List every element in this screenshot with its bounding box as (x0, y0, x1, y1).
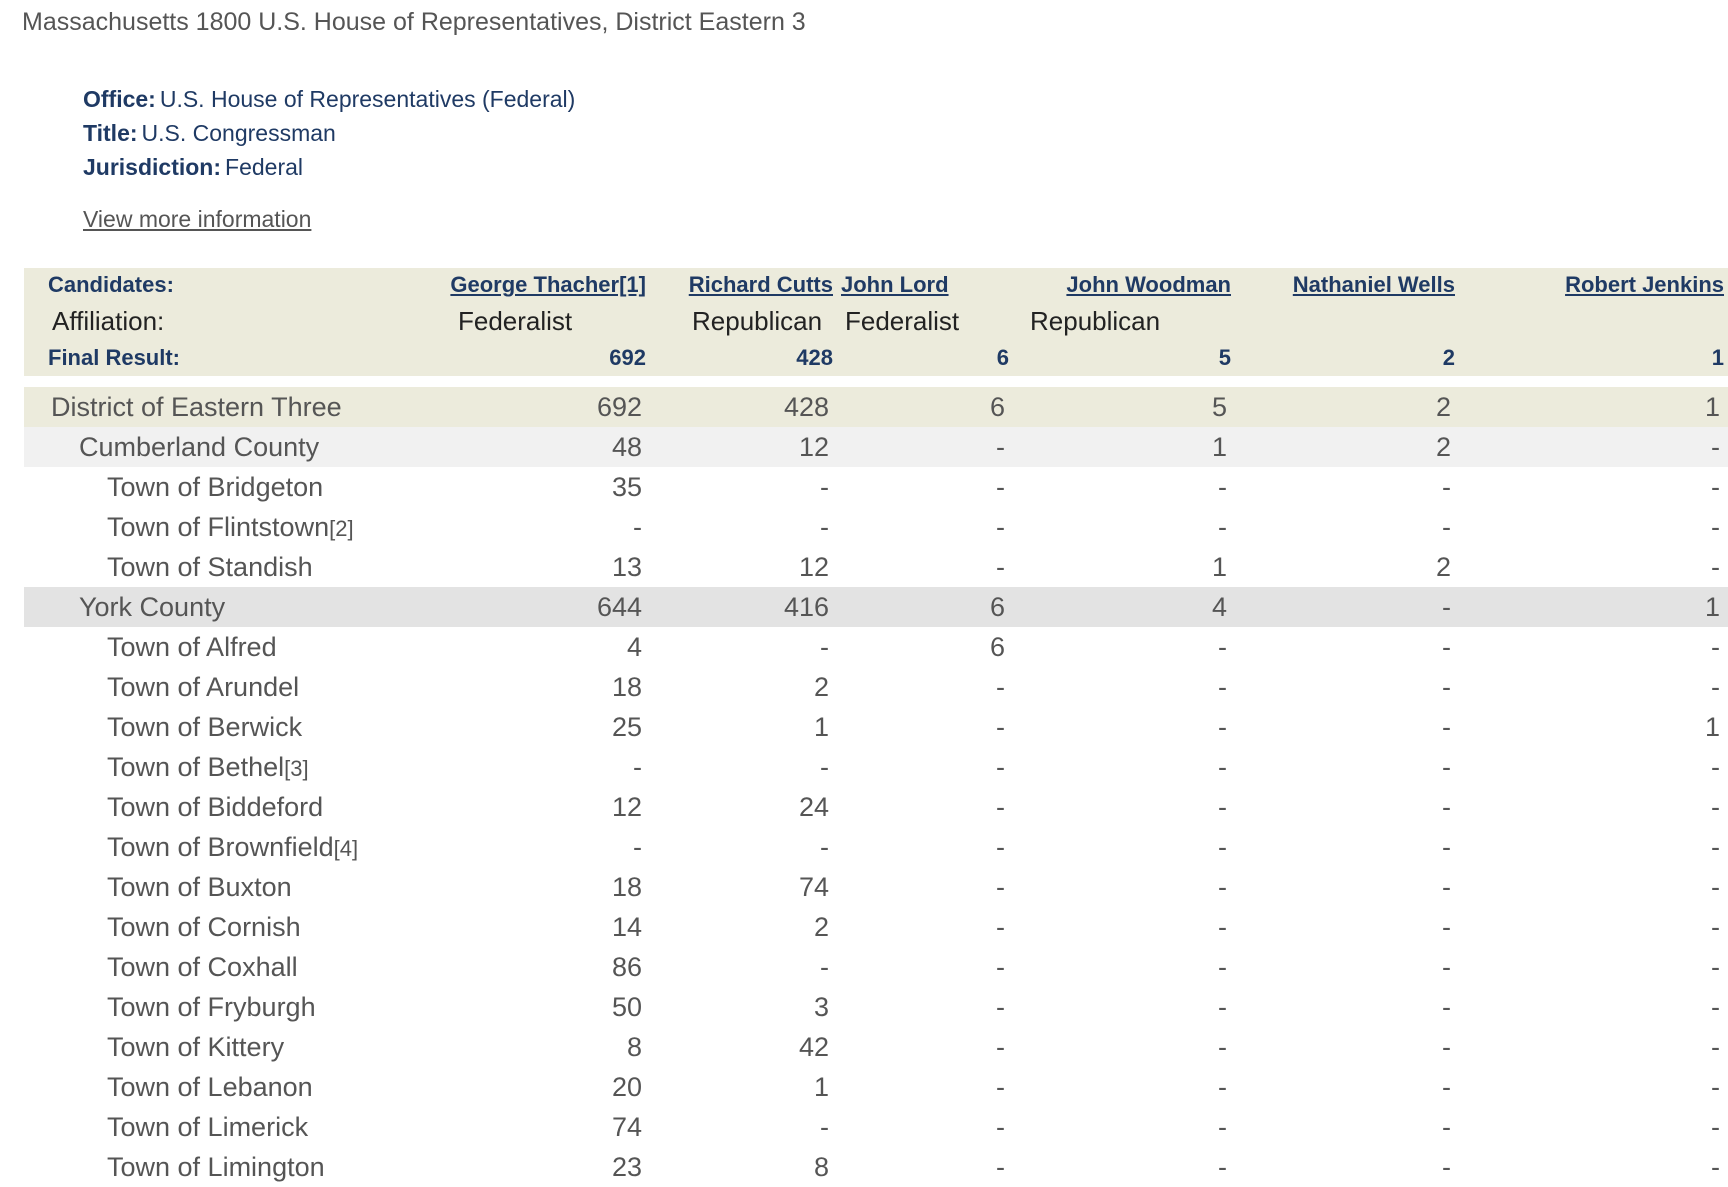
jurisdiction-value: Federal (225, 154, 303, 180)
final-result-value: 692 (428, 340, 650, 376)
vote-count: - (1442, 711, 1451, 742)
town-row (24, 1027, 1728, 1067)
area-name-text: Town of Standish (107, 551, 313, 582)
affiliation-cell: Federalist (428, 302, 650, 340)
area-name (24, 467, 428, 507)
town-row (24, 787, 1728, 827)
vote-count: - (820, 511, 829, 542)
area-name (24, 1027, 428, 1067)
town-row (24, 827, 1728, 867)
vote-count: - (1442, 991, 1451, 1022)
vote-count: - (1442, 631, 1451, 662)
vote-count: 1 (1013, 427, 1235, 467)
vote-count: - (996, 911, 1005, 942)
town-row (24, 547, 1728, 587)
vote-count: 1 (813, 711, 829, 742)
vote-count: - (1711, 631, 1720, 662)
affiliation-cell: Republican (650, 302, 837, 340)
vote-count: 6 (837, 387, 1013, 427)
area-name (24, 867, 428, 907)
vote-count: 6 (837, 587, 1013, 627)
town-row (24, 1147, 1728, 1187)
area-name-text: Town of Arundel (107, 671, 300, 702)
vote-count: 12 (798, 551, 829, 582)
office-value: U.S. House of Representatives (Federal) (159, 86, 576, 112)
area-name-text: Cumberland County (79, 431, 320, 462)
office-row (83, 84, 575, 118)
page-title: Massachusetts 1800 U.S. House of Representatives, District Eastern 3 (22, 8, 806, 36)
vote-count: - (996, 511, 1005, 542)
vote-count: - (633, 511, 642, 542)
town-row (24, 1107, 1728, 1147)
area-name (24, 387, 428, 427)
vote-count: 2 (813, 911, 829, 942)
area-name-text: Town of Cornish (107, 911, 301, 942)
vote-count: 5 (1013, 387, 1235, 427)
vote-count: - (1711, 1031, 1720, 1062)
title-value: U.S. Congressman (141, 120, 336, 146)
vote-count: - (1442, 951, 1451, 982)
candidate-cell (650, 268, 837, 302)
area-name-text: Town of Bethel (107, 751, 285, 782)
vote-count: - (1711, 751, 1720, 782)
footnote-marker: [4] (333, 835, 359, 861)
town-row (24, 507, 1728, 547)
vote-count: 25 (611, 711, 642, 742)
vote-count: 48 (428, 427, 650, 467)
final-result-value: 2 (1235, 340, 1459, 376)
candidate-cell (1235, 268, 1459, 302)
candidate-cell (428, 268, 650, 302)
vote-count: 1 (1459, 587, 1728, 627)
final-result-value: 1 (1459, 340, 1728, 376)
area-name (24, 907, 428, 947)
town-row (24, 707, 1728, 747)
area-name (24, 1107, 428, 1147)
vote-count: - (837, 427, 1013, 467)
vote-count: 18 (611, 871, 642, 902)
vote-count: 416 (650, 587, 837, 627)
vote-count: 23 (611, 1151, 642, 1182)
affiliation-label: Affiliation: (24, 302, 428, 340)
vote-count: 1 (813, 1071, 829, 1102)
vote-count: 42 (798, 1031, 829, 1062)
vote-count: 18 (611, 671, 642, 702)
affiliation-cell (1235, 302, 1459, 340)
final-result-row (24, 340, 1728, 376)
area-name-text: Town of Coxhall (107, 951, 298, 982)
area-name-text: Town of Bridgeton (107, 471, 324, 502)
vote-count: - (1218, 1151, 1227, 1182)
vote-count: 20 (611, 1071, 642, 1102)
vote-count: - (996, 711, 1005, 742)
vote-count: 6 (989, 631, 1005, 662)
vote-count: 2 (813, 671, 829, 702)
affiliation-header-row (24, 302, 1728, 340)
vote-count: - (996, 1071, 1005, 1102)
vote-count: - (1218, 871, 1227, 902)
title-row (83, 118, 575, 152)
vote-count: 1 (1704, 711, 1720, 742)
area-name (24, 1067, 428, 1107)
area-name-text: Town of Berwick (107, 711, 303, 742)
affiliation-cell (1459, 302, 1728, 340)
area-name (24, 747, 428, 787)
area-name (24, 587, 428, 627)
vote-count: - (996, 1151, 1005, 1182)
vote-count: 50 (611, 991, 642, 1022)
area-name-text: Town of Lebanon (107, 1071, 313, 1102)
vote-count: - (996, 551, 1005, 582)
vote-count: - (996, 831, 1005, 862)
town-row (24, 907, 1728, 947)
vote-count: - (1442, 1071, 1451, 1102)
area-name (24, 667, 428, 707)
vote-count: - (996, 1031, 1005, 1062)
spacer-row (24, 376, 1728, 387)
vote-count: - (1218, 1111, 1227, 1142)
title-label: Title: (83, 120, 138, 146)
vote-count: - (1218, 631, 1227, 662)
final-result-value: 6 (837, 340, 1013, 376)
final-result-value: 5 (1013, 340, 1235, 376)
area-name (24, 827, 428, 867)
vote-count: - (996, 671, 1005, 702)
vote-count: - (1711, 1151, 1720, 1182)
vote-count: - (820, 831, 829, 862)
spacer-cell (24, 376, 1728, 387)
footnote-marker: [3] (284, 755, 309, 781)
vote-count: 8 (813, 1151, 829, 1182)
area-name-text: Town of Limerick (107, 1111, 309, 1142)
area-name (24, 987, 428, 1027)
vote-count: 1 (1459, 387, 1728, 427)
town-row (24, 867, 1728, 907)
office-label: Office: (83, 86, 156, 112)
area-name (24, 627, 428, 667)
vote-count: 4 (626, 631, 642, 662)
vote-count: - (1218, 671, 1227, 702)
area-name (24, 507, 428, 547)
vote-count: - (1711, 671, 1720, 702)
vote-count: - (1235, 587, 1459, 627)
jurisdiction-label: Jurisdiction: (83, 154, 222, 180)
vote-count: - (1442, 1111, 1451, 1142)
town-row (24, 947, 1728, 987)
candidates-header-row (24, 268, 1728, 302)
vote-count: - (1711, 1071, 1720, 1102)
candidate-cell (837, 268, 1013, 302)
town-row (24, 627, 1728, 667)
vote-count: - (820, 1111, 829, 1142)
candidate-link-robert-jenkins[interactable]: Robert Jenkins (1565, 272, 1724, 297)
vote-count: - (1218, 1071, 1227, 1102)
vote-count: 86 (611, 951, 642, 982)
vote-count: - (1711, 1111, 1720, 1142)
vote-count: - (820, 631, 829, 662)
area-name (24, 547, 428, 587)
vote-count: 24 (798, 791, 829, 822)
vote-count: - (1218, 911, 1227, 942)
county-row (24, 587, 1728, 627)
area-name-text: York County (79, 591, 226, 622)
area-name-text: District of Eastern Three (51, 391, 342, 422)
vote-count: - (1711, 511, 1720, 542)
vote-count: - (1711, 791, 1720, 822)
vote-count: 35 (611, 471, 642, 502)
vote-count: 644 (428, 587, 650, 627)
vote-count: - (996, 991, 1005, 1022)
vote-count: - (1711, 911, 1720, 942)
vote-count: - (1442, 471, 1451, 502)
jurisdiction-row (83, 152, 575, 186)
affiliation-cell: Republican (1013, 302, 1235, 340)
town-row (24, 667, 1728, 707)
vote-count: - (1218, 511, 1227, 542)
vote-count: - (996, 1111, 1005, 1142)
area-name (24, 947, 428, 987)
vote-count: 2 (1235, 387, 1459, 427)
vote-count: - (996, 471, 1005, 502)
candidate-link-john-lord[interactable]: John Lord (841, 272, 949, 297)
vote-count: - (1218, 951, 1227, 982)
vote-count: - (1711, 831, 1720, 862)
vote-count: - (1442, 791, 1451, 822)
vote-count: - (1442, 911, 1451, 942)
vote-count: - (1218, 831, 1227, 862)
vote-count: - (1442, 1031, 1451, 1062)
view-more-information-link[interactable]: View more information (83, 206, 312, 232)
candidate-cell (1459, 268, 1728, 302)
vote-count: 12 (650, 427, 837, 467)
vote-count: - (633, 831, 642, 862)
candidate-link-nathaniel-wells[interactable]: Nathaniel Wells (1292, 272, 1455, 297)
vote-count: 4 (1013, 587, 1235, 627)
vote-count: - (820, 751, 829, 782)
vote-count: 8 (626, 1031, 642, 1062)
vote-count: - (1442, 511, 1451, 542)
results-table (24, 268, 1728, 1187)
town-row (24, 747, 1728, 787)
candidate-link-richard-cutts[interactable]: Richard Cutts (688, 272, 833, 297)
vote-count: 2 (1435, 551, 1451, 582)
vote-count: - (1218, 471, 1227, 502)
district-row (24, 387, 1728, 427)
vote-count: 428 (650, 387, 837, 427)
vote-count: 12 (611, 791, 642, 822)
vote-count: - (1442, 751, 1451, 782)
area-name (24, 1147, 428, 1187)
vote-count: - (1218, 711, 1227, 742)
vote-count: - (1711, 991, 1720, 1022)
vote-count: - (1218, 791, 1227, 822)
vote-count: - (820, 951, 829, 982)
affiliation-cell: Federalist (837, 302, 1013, 340)
vote-count: 13 (611, 551, 642, 582)
vote-count: - (820, 471, 829, 502)
vote-count: 14 (611, 911, 642, 942)
vote-count: - (1711, 471, 1720, 502)
area-name-text: Town of Limington (107, 1151, 325, 1182)
final-result-label: Final Result: (24, 340, 428, 376)
area-name (24, 787, 428, 827)
area-name-text: Town of Flintstown (107, 511, 330, 542)
county-row (24, 427, 1728, 467)
vote-count: - (1442, 871, 1451, 902)
candidates-label: Candidates: (24, 268, 428, 302)
election-metadata (83, 84, 575, 186)
vote-count: - (996, 751, 1005, 782)
vote-count: - (1711, 871, 1720, 902)
town-row (24, 1067, 1728, 1107)
vote-count: 74 (798, 871, 829, 902)
candidate-link-john-woodman[interactable]: John Woodman (1066, 272, 1231, 297)
candidate-cell (1013, 268, 1235, 302)
town-row (24, 987, 1728, 1027)
vote-count: - (1442, 831, 1451, 862)
vote-count: 1 (1211, 551, 1227, 582)
area-name-text: Town of Buxton (107, 871, 292, 902)
vote-count: - (1459, 427, 1728, 467)
vote-count: - (1218, 751, 1227, 782)
vote-count: - (1218, 1031, 1227, 1062)
vote-count: 2 (1235, 427, 1459, 467)
vote-count: 74 (611, 1111, 642, 1142)
vote-count: - (1442, 671, 1451, 702)
vote-count: - (1218, 991, 1227, 1022)
vote-count: - (1442, 1151, 1451, 1182)
footnote-marker: [2] (329, 515, 354, 541)
vote-count: - (1711, 551, 1720, 582)
vote-count: - (996, 791, 1005, 822)
area-name-text: Town of Biddeford (107, 791, 324, 822)
area-name-text: Town of Alfred (107, 631, 277, 662)
town-row (24, 467, 1728, 507)
area-name-text: Town of Brownfield (107, 831, 334, 862)
area-name-text: Town of Kittery (107, 1031, 285, 1062)
final-result-value: 428 (650, 340, 837, 376)
area-name (24, 707, 428, 747)
vote-count: - (996, 951, 1005, 982)
results-body (24, 387, 1728, 1187)
candidate-link-george-thacher[interactable]: George Thacher[1] (450, 272, 646, 297)
vote-count: 3 (813, 991, 829, 1022)
area-name (24, 427, 428, 467)
vote-count: - (633, 751, 642, 782)
vote-count: - (1711, 951, 1720, 982)
vote-count: - (996, 871, 1005, 902)
area-name-text: Town of Fryburgh (107, 991, 316, 1022)
vote-count: 692 (428, 387, 650, 427)
